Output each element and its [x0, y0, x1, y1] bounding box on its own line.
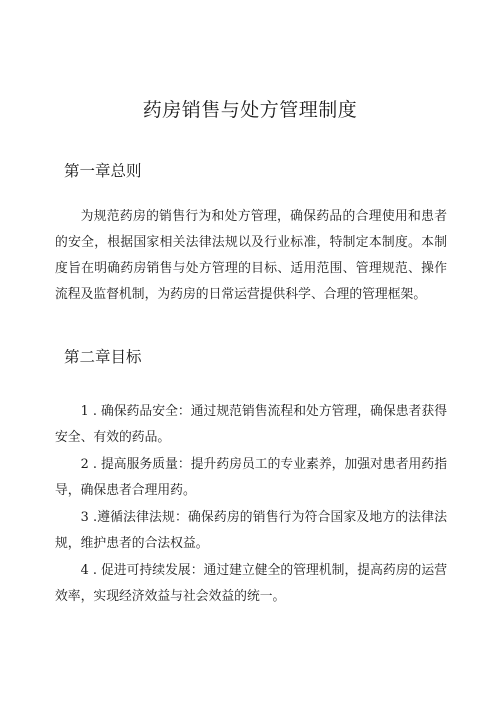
- goal-item-1: [55, 399, 447, 451]
- goal-item-3: [55, 505, 447, 557]
- goal-item-2: [55, 452, 447, 504]
- goal-number: 2: [80, 457, 89, 472]
- goal-text: .遵循法律法规：确保药房的销售行为符合国家及地方的法律法规，维护患者的合法权益。: [55, 510, 447, 551]
- goal-text: . 确保药品安全：通过规范销售流程和处方管理，确保患者获得安全、有效的药品。: [55, 404, 447, 445]
- goal-text: . 促进可持续发展：通过建立健全的管理机制，提高药房的运营效率，实现经济效益与社会效益的统一。: [55, 563, 447, 604]
- chapter-1-heading: 第一章总则: [64, 162, 142, 180]
- goal-item-4: [55, 558, 447, 610]
- goal-number: 4: [80, 563, 89, 578]
- goal-number: 3: [80, 510, 89, 525]
- chapter-1-paragraph: 为规范药房的销售行为和处方管理，确保药品的合理使用和患者的安全，根据国家相关法律法规以及行业标准，特制定本制度。本制度旨在明确药房销售与处方管理的目标、适用范围、管理规范、操作流程及监督机制，为药房的日常运营提供科学、合理的管理框架。: [55, 209, 447, 302]
- chapter-2-heading: 第二章目标: [64, 348, 142, 366]
- goal-number: 1: [80, 404, 89, 419]
- document-title: 药房销售与处方管理制度: [142, 99, 358, 121]
- goals-list: [55, 399, 447, 611]
- goal-text: . 提高服务质量：提升药房员工的专业素养，加强对患者用药指导，确保患者合理用药。: [55, 457, 447, 498]
